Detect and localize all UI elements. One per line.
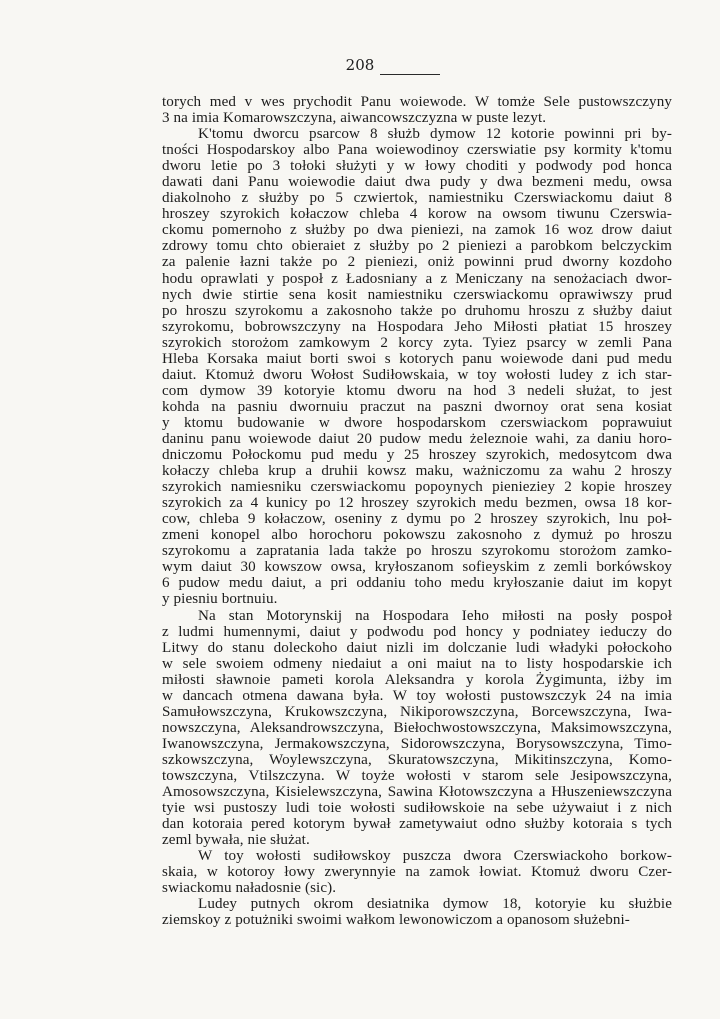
text-line: szyrokich za 4 kunicy po 12 hroszey szyrokich medu bezmen, owsa 18 kor-	[162, 495, 672, 512]
text-line: zmeni konopel albo horochoru pokowszu zakosnoho z dymuż po hroszu	[162, 527, 672, 544]
text-line: cow, chleba 9 kołaczow, oseniny z dymu po 2 hroszey szyrokich, lnu poł-	[162, 511, 672, 528]
text-line: tyie wsi pustoszy ludi toie wołosti sudiłowskoie na sebe używaiut i z nich	[162, 800, 672, 817]
paragraph	[162, 608, 672, 849]
page-number-rule	[380, 74, 440, 75]
text-line: dawati dani Panu woiewodie daiut dwa pudy y dwa bezmeni medu, owsa	[162, 174, 672, 191]
text-line: Na stan Motorynskij na Hospodara Ieho miłosti na posły pospoł	[198, 607, 672, 624]
text-line: 3 na imia Komarowszczyna, aiwancowszczyzna w puste lezyt.	[162, 110, 547, 127]
text-line: towszczyna, Vtilszczyna. W toyże wołosti v starom sele Jesipowszczyna,	[162, 767, 672, 784]
text-line: K'tomu dworcu psarcow 8 służb dymow 12 kotorie powinni pri by-	[198, 126, 672, 143]
text-line: dan kotoraia pered kotorym bywał zametywaiut odno służby kotoraia s tych	[162, 816, 672, 833]
text-line: Amosowszczyna, Kisielewszczyna, Sawina Kłotowszczyna a Hłuszeniewszczyna	[162, 784, 672, 801]
text-line: kołaczy chleba krup a druhii kowsz maku, ważniczomu za wahu 2 hroszy	[162, 463, 672, 480]
text-line: torych med v wes prychodit Panu woiewode. W tomże Sele pustowszczyny	[162, 94, 672, 110]
text-line: wym daiut 30 kowszow owsa, kryłoszanom sofieyskim z zemli borkówskoy	[162, 559, 672, 576]
text-line: za palenie łazni także po 2 pieniezi, oniż powinni prud dworny kozdoho	[162, 254, 672, 271]
text-line: hroszey szyrokich kołaczow chleba 4 korow na owsom tiwunu Czerswia-	[162, 206, 672, 223]
text-line: skaia, w kotoroy łowy zwerynnyie na zamok łowiat. Ktomuż dworu Czer-	[162, 864, 672, 881]
paragraph	[162, 126, 672, 607]
text-line: miłosti sławnoie pameti korola Aleksandra y korola Żygimunta, iżby im	[162, 671, 672, 688]
text-line: po hroszu szyrokomu a zakosnoho także po druhomu hroszu z służby daiut	[162, 302, 672, 319]
text-line: tności Hospodarskoy albo Pana woiewodinoy czerswiatie psy kormity k'tomu	[162, 142, 672, 159]
page-number: 208	[345, 56, 375, 74]
paragraph	[162, 848, 672, 896]
text-line: z ludmi humennymi, daiut y podwodu pod honcy y podniatey ieduczy do	[162, 623, 672, 640]
paragraph	[162, 896, 672, 928]
text-line: dniczomu Połockomu pud medu y 25 hroszey szyrokich, medosytcom dwa	[162, 447, 672, 464]
text-line: swiackomu naładosnie (sic).	[162, 880, 337, 897]
text-line: ziemskoy z potużniki swoimi wałkom lewonowiczom a opanosom służebni-	[162, 912, 630, 929]
text-line: daiut. Ktomuż dworu Wołost Sudiłowskaia, w toy wołosti ludey z ich star-	[162, 366, 672, 383]
text-line: Samułowszczyna, Krukowszczyna, Nikiporowszczyna, Borcewszczyna, Iwa-	[162, 703, 672, 720]
text-line: Hleba Korsaka maiut borti swoi s kotorych panu woiewode dani pud medu	[162, 350, 672, 367]
text-line: y piesniu bortnuiu.	[162, 591, 278, 608]
text-line: dworu letie po 3 tołoki służyti y w łowy choditi y podwody pod honca	[162, 158, 672, 175]
text-line: nych dwie stirtie sena kosit namiestniku czerswiackomu oprawiwszy prud	[162, 286, 672, 303]
text-line: szyrokich namiesniku czerswiackomu popoynych pienieziey 2 kopie hroszey	[162, 479, 672, 496]
text-line: ckomu pomernoho z służby po dwa pieniezi, na zamok 16 woz drow daiut	[162, 222, 672, 239]
text-line: szyrokich storożom zamkowym 2 korcy zyta. Tyiez psarcy w zemli Pana	[162, 334, 672, 351]
text-line: w sele swoiem odmeny niedaiut a oni maiut na to listy hospodarskie ich	[162, 655, 672, 672]
text-line: szyrokomu a zapratania lada także po hroszu szyrokomu storożom zamko-	[162, 543, 672, 560]
text-line: daninu panu woiewode daiut 20 pudow medu żeleznoie wahi, za daniu horo-	[162, 430, 672, 447]
text-line: diakolnoho z służby po 5 czwiertok, namiestniku Czerswiackomu daiut 8	[162, 190, 672, 207]
paragraph	[162, 94, 672, 126]
text-line: W toy wołosti sudiłowskoy puszcza dwora Czerswiackoho borkow-	[198, 848, 672, 865]
text-line: com dymow 39 kotoryie ktomu dworu na hod 3 nedeli służat, to jest	[162, 382, 672, 399]
text-line: hodu oprawlati y pospoł z Ładosniany a z Meniczany na senożaciach dwor-	[162, 270, 672, 287]
text-line: szkowszczyna, Woylewszczyna, Skuratowszczyna, Mikitinszczyna, Komo-	[162, 751, 672, 768]
text-line: Litwy do stanu doleckoho daiut nizli im dolczanie ludi władyki połockoho	[162, 639, 672, 656]
body-text	[162, 94, 672, 928]
text-line: nowszczyna, Aleksandrowszczyna, Biełochwostowszczyna, Maksimowszczyna,	[162, 719, 672, 736]
text-line: 6 pudow medu daiut, a pri oddaniu toho medu kryłoszanie daiut im kopyt	[162, 575, 672, 592]
text-line: zdrowy tomu chto obieraiet z służby po 2 pieniezi a parobkom belczyckim	[162, 238, 672, 255]
text-line: w dancach otmena dawana była. W toy wołosti pustowszczyk 24 na imia	[162, 687, 672, 704]
text-line: szyrokomu, bobrowszczyny na Hospodara Jeho Miłosti płatiat 15 hroszey	[162, 318, 672, 335]
text-line: y ktomu budowanie w dwore hospodarskom czerswiackom poprawuiut	[162, 414, 672, 431]
text-line: zeml bywała, nie służat.	[162, 832, 310, 849]
text-line: kohda na pasniu dwornuiu praczut na paszni dwornoy orat sena kosiat	[162, 398, 672, 415]
text-line: Ludey putnych okrom desiatnika dymow 18, kotoryie ku służbie	[198, 896, 672, 913]
text-line: Iwanowszczyna, Jermakowszczyna, Sidorowszczyna, Borysowszczyna, Timo-	[162, 735, 672, 752]
